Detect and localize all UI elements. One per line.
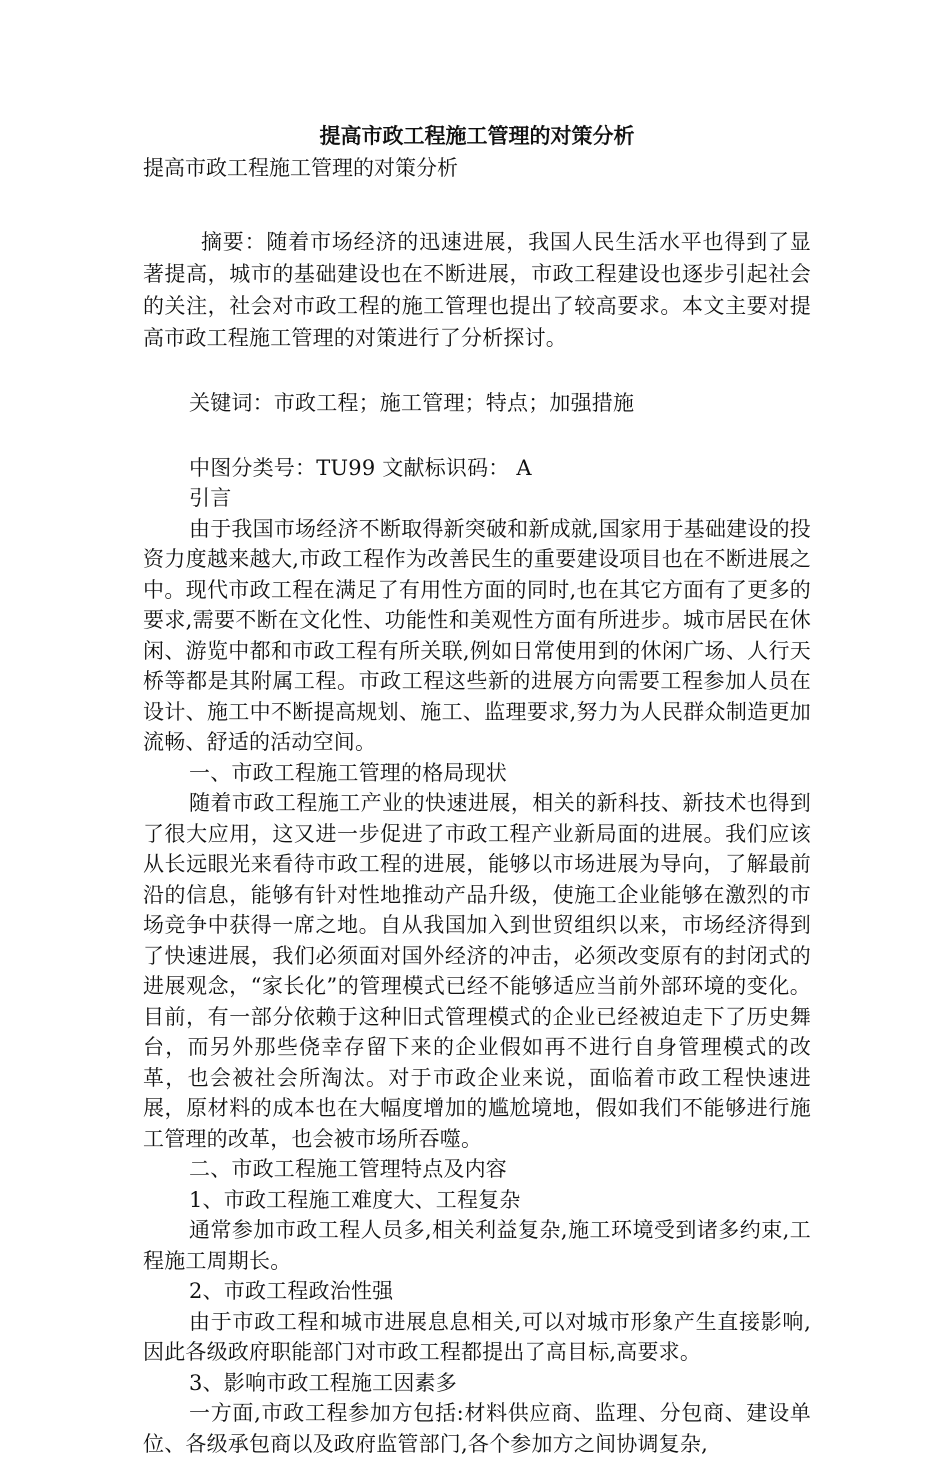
- intro-heading: 引言: [189, 486, 232, 510]
- abstract-paragraph: 摘要：随着市场经济的迅速进展，我国人民生活水平也得到了显著提高，城市的基础建设也在不断进展，市政工程建设也逐步引起社会的关注，社会对市政工程的施工管理也提出了较高要求。本文主要对提高市政工程施工管理的对策进行了分析探讨。: [143, 230, 811, 350]
- document-body: [143, 120, 811, 1459]
- section1-heading: 一、市政工程施工管理的格局现状: [189, 760, 507, 785]
- intro-paragraph: 由于我国市场经济不断取得新突破和新成就,国家用于基础建设的投资力度越来越大,市政工程作为改善民生的重要建设项目也在不断进展之中。现代市政工程在满足了有用性方面的同时,也在其它方面有了更多的要求,需要不断在文化性、功能性和美观性方面有所进步。城市居民在休闲、游览中都和市政工程有所关联,例如日常使用到的休闲广场、人行天桥等都是其附属工程。市政工程这些新的进展方向需要工程参加人员在设计、施工中不断提高规划、施工、监理要求,努力为人民群众制造更加流畅、舒适的活动空间。: [143, 516, 811, 754]
- section1-paragraph: 随着市政工程施工产业的快速进展，相关的新科技、新技术也得到了很大应用，这又进一步促进了市政工程产业新局面的进展。我们应该从长远眼光来看待市政工程的进展，能够以市场进展为导向，了解最前沿的信息，能够有针对性地推动产品升级，使施工企业能够在激烈的市场竞争中获得一席之地。自从我国加入到世贸组织以来，市场经济得到了快速进展，我们必须面对国外经济的冲击，必须改变原有的封闭式的进展观念，“家长化”的管理模式已经不能够适应当前外部环境的变化。目前，有一部分依赖于这种旧式管理模式的企业已经被迫走下了历史舞台，而另外那些侥幸存留下来的企业假如再不进行自身管理模式的改革，也会被社会所淘汰。对于市政企业来说，面临着市政工程快速进展，原材料的成本也在大幅度增加的尴尬境地，假如我们不能够进行施工管理的改革，也会被市场所吞噬。: [143, 791, 811, 1151]
- subsection2-heading: 2、市政工程政治性强: [189, 1279, 394, 1303]
- subsection1-heading: 1、市政工程施工难度大、工程复杂: [189, 1187, 521, 1212]
- document-subtitle: 提高市政工程施工管理的对策分析: [143, 156, 458, 180]
- subsection1-paragraph: 通常参加市政工程人员多,相关利益复杂,施工环境受到诸多约束,工程施工周期长。: [143, 1218, 811, 1273]
- subsection2-paragraph: 由于市政工程和城市进展息息相关,可以对城市形象产生直接影响,因此各级政府职能部门对市政工程都提出了高目标,高要求。: [143, 1309, 811, 1364]
- keywords-line: 关键词：市政工程；施工管理；特点；加强措施: [189, 391, 635, 415]
- subsection3-heading: 3、影响市政工程施工因素多: [189, 1370, 457, 1395]
- section2-heading: 二、市政工程施工管理特点及内容: [189, 1157, 507, 1181]
- document-title: 提高市政工程施工管理的对策分析: [319, 123, 635, 148]
- classification-line: 中图分类号：TU99 文献标识码： A: [189, 455, 532, 480]
- subsection3-paragraph: 一方面,市政工程参加方包括:材料供应商、监理、分包商、建设单位、各级承包商以及政府监管部门,各个参加方之间协调复杂,: [143, 1401, 811, 1456]
